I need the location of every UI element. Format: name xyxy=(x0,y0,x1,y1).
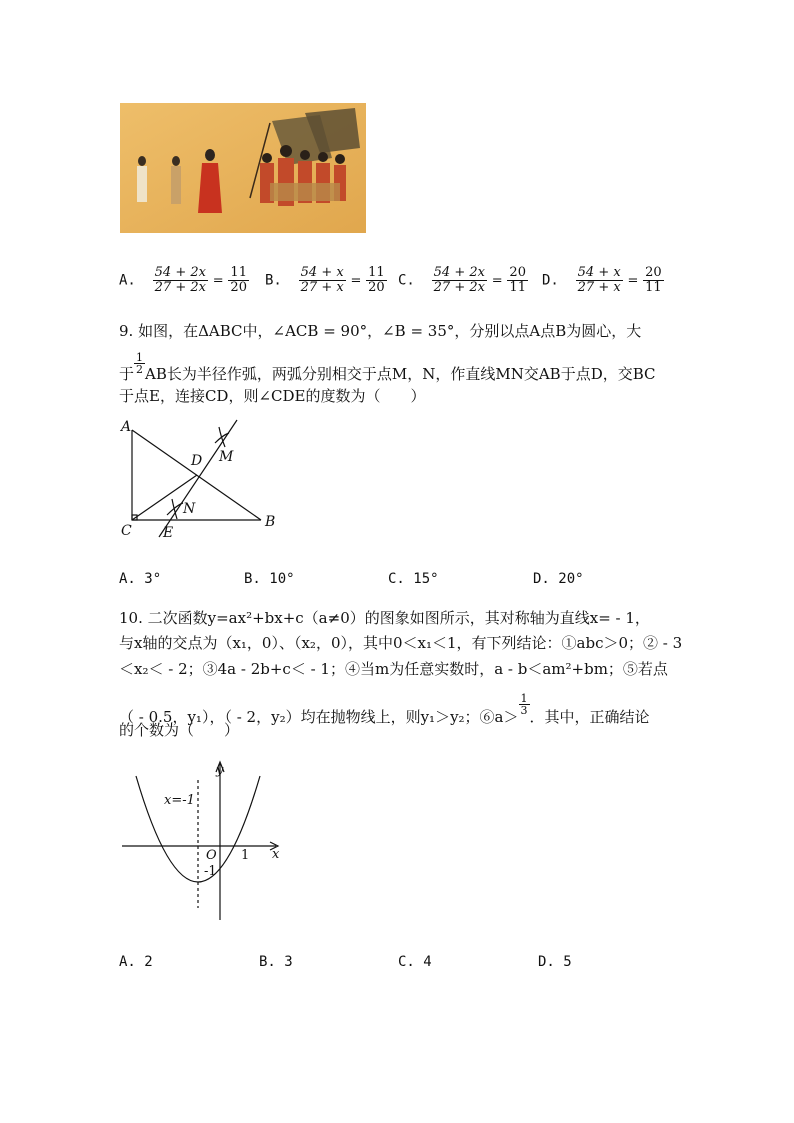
q10-parabola-graph xyxy=(118,758,288,928)
q9-line-3: 于点E，连接CD，则∠CDE的度数为（ ） xyxy=(119,387,426,405)
q9-option-b: B. 10° xyxy=(244,571,295,587)
q10-line-5: 的个数为（ ） xyxy=(119,721,240,739)
q10-line-3: ＜x₂＜ - 2；③4a - 2b+c＜ - 1；④当m为任意实数时，a - b＜am²+bm；⑤若点 xyxy=(119,660,668,678)
q9-line-1: 9. 如图，在ΔABC中，∠ACB = 90°，∠B = 35°，分别以点A点B为圆心，大 xyxy=(119,322,642,340)
historical-painting-image xyxy=(120,103,366,233)
q10-line-1: 10. 二次函数y=ax²+bx+c（a≠0）的图象如图所示，其对称轴为直线x= - 1， xyxy=(119,609,650,627)
graph-label-o: O xyxy=(206,848,217,863)
graph-label-y: y xyxy=(216,763,224,778)
graph-label-1: 1 xyxy=(241,848,250,863)
q8-option-a: A. $\frac{54 + 2x}{27 + 2x}$ = $\frac{11}{20}$ xyxy=(119,265,247,295)
q10-option-d: D. 5 xyxy=(538,954,572,970)
graph-label-axis: x=-1 xyxy=(164,793,195,808)
label-m: M xyxy=(219,449,234,465)
graph-label-x: x xyxy=(272,847,280,862)
q10-line-4: （ - 0.5，y₁），（ - 2，y₂）均在抛物线上，则y₁＞y₂；⑥a＞ $\frac{1}{3}$ ．其中，正确结论 xyxy=(119,692,650,726)
q9-line-2: 于 $\frac{1}{2}$ AB长为半径作弧，两弧分别相交于点M，N，作直线MN交AB于点D，交BC xyxy=(119,351,656,383)
label-d: D xyxy=(191,453,203,469)
q9-option-a: A. 3° xyxy=(119,571,162,587)
q8-option-b: B. $\frac{54 + x}{27 + x}$ = $\frac{11}{20}$ xyxy=(265,265,385,295)
q10-option-a: A. 2 xyxy=(119,954,153,970)
q10-line-2: 与x轴的交点为（x₁，0）、（x₂，0），其中0＜x₁＜1，有下列结论：①abc＞0；② - 3 xyxy=(119,634,683,652)
q8-option-c: C. $\frac{54 + 2x}{27 + 2x}$ = $\frac{20}{11}$ xyxy=(398,265,526,295)
q8-option-d: D. $\frac{54 + x}{27 + x}$ = $\frac{20}{11}$ xyxy=(542,265,662,295)
graph-label-neg1: -1 xyxy=(204,864,217,879)
label-a: A xyxy=(121,419,132,435)
q9-triangle-figure xyxy=(115,415,285,545)
label-b: B xyxy=(265,514,276,530)
label-e: E xyxy=(163,525,174,541)
q10-option-b: B. 3 xyxy=(259,954,293,970)
label-c: C xyxy=(121,523,132,539)
q10-option-c: C. 4 xyxy=(398,954,432,970)
q9-option-d: D. 20° xyxy=(533,571,584,587)
q9-option-c: C. 15° xyxy=(388,571,439,587)
label-n: N xyxy=(183,501,196,517)
